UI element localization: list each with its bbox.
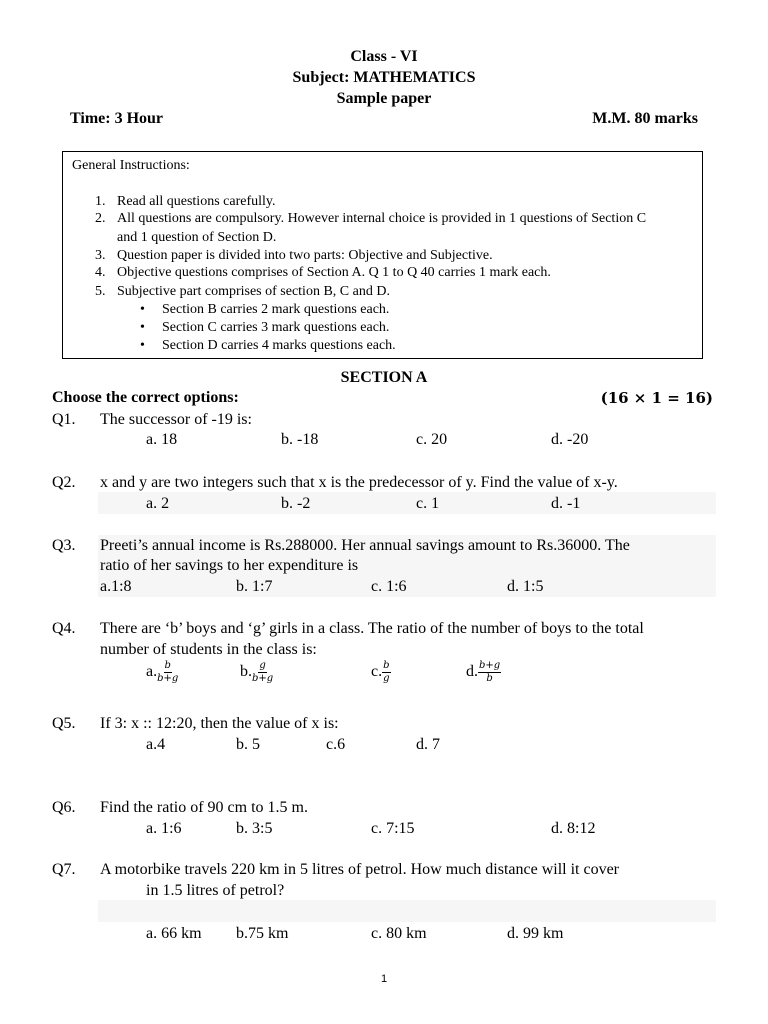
- option: b. 5: [236, 736, 260, 753]
- fraction-denominator: b+g: [157, 673, 179, 684]
- option: a.4: [146, 736, 166, 753]
- paper-line: Sample paper: [336, 90, 432, 107]
- question-text: If 3: x :: 12:20, then the value of x is:: [100, 715, 339, 732]
- fraction-denominator: b: [486, 673, 493, 684]
- instruction-bullet: • Section B carries 2 mark questions each.: [162, 302, 389, 318]
- fraction-numerator: b+g: [479, 660, 501, 671]
- option-label: d.: [466, 663, 478, 681]
- option-fraction: [146, 660, 178, 685]
- page-number: 1: [380, 973, 388, 985]
- option: b. 3:5: [236, 820, 273, 837]
- question-text: Find the ratio of 90 cm to 1.5 m.: [100, 799, 308, 816]
- option: a. 1:6: [146, 820, 182, 837]
- instruction-item: All questions are compulsory. However internal choice is provided in 1 questions of Section C: [117, 211, 647, 226]
- fraction-denominator: g: [383, 673, 390, 684]
- question-text: x and y are two integers such that x is the predecessor of y. Find the value of x-y.: [100, 474, 618, 491]
- option: d. -20: [551, 431, 589, 448]
- option: a. 18: [146, 431, 178, 448]
- option: c. 1:6: [371, 578, 407, 595]
- fraction-numerator: g: [259, 660, 266, 671]
- instruction-number: 4.: [95, 265, 106, 280]
- question-number: Q5.: [52, 715, 76, 732]
- option: b.75 km: [236, 925, 289, 942]
- option-label: a.: [146, 663, 158, 681]
- shade-band: [98, 492, 716, 514]
- option: a.1:8: [100, 578, 132, 595]
- section-prompt: Choose the correct options:: [52, 389, 239, 406]
- option: c. 80 km: [371, 925, 427, 942]
- instruction-item: Subjective part comprises of section B, C and D.: [117, 284, 390, 299]
- instruction-number: 2.: [95, 211, 106, 226]
- option-fraction: [466, 660, 501, 685]
- option: a. 66 km: [146, 925, 202, 942]
- instruction-item: Objective questions comprises of Section A. Q 1 to Q 40 carries 1 mark each.: [117, 265, 551, 280]
- instruction-number: 5.: [95, 284, 106, 299]
- option: a. 2: [146, 495, 170, 512]
- shade-band: [98, 900, 716, 922]
- option: b. -18: [281, 431, 319, 448]
- marks-label: M.M. 80 marks: [592, 110, 698, 127]
- instructions-title: General Instructions:: [72, 158, 190, 173]
- option: d. -1: [551, 495, 581, 512]
- subject-line: Subject: MATHEMATICS: [292, 69, 476, 86]
- option-fraction: [371, 660, 391, 685]
- section-marks: (16 × 1 = 16): [600, 389, 713, 407]
- option: b. -2: [281, 495, 311, 512]
- option: c. 1: [416, 495, 440, 512]
- class-line: Class - VI: [350, 48, 418, 65]
- option: d. 8:12: [551, 820, 596, 837]
- option: d. 1:5: [507, 578, 544, 595]
- instruction-item: and 1 question of Section D.: [117, 230, 277, 245]
- question-number: Q3.: [52, 537, 76, 554]
- question-text: The successor of -19 is:: [100, 411, 252, 428]
- section-title: SECTION A: [340, 369, 428, 386]
- question-text: number of students in the class is:: [100, 641, 317, 658]
- question-number: Q2.: [52, 474, 76, 491]
- instruction-item: Read all questions carefully.: [117, 194, 276, 209]
- question-number: Q7.: [52, 861, 76, 878]
- option-label: b.: [240, 663, 252, 681]
- question-number: Q1.: [52, 411, 76, 428]
- fraction-numerator: b: [164, 660, 171, 671]
- option: c.6: [326, 736, 346, 753]
- time-label: Time: 3 Hour: [70, 110, 164, 127]
- option: c. 7:15: [371, 820, 415, 837]
- question-number: Q6.: [52, 799, 76, 816]
- question-number: Q4.: [52, 620, 76, 637]
- question-text: Preeti’s annual income is Rs.288000. Her annual savings amount to Rs.36000. The: [100, 537, 630, 554]
- question-text: ratio of her savings to her expenditure is: [100, 557, 359, 574]
- fraction-numerator: b: [383, 660, 390, 671]
- option: d. 99 km: [507, 925, 564, 942]
- option: b. 1:7: [236, 578, 273, 595]
- instruction-bullet: • Section D carries 4 marks questions each.: [162, 338, 396, 354]
- instruction-bullet: • Section C carries 3 mark questions each.: [162, 320, 389, 336]
- instruction-item: Question paper is divided into two parts: Objective and Subjective.: [117, 248, 493, 263]
- option-label: c.: [371, 663, 383, 681]
- instruction-number: 1.: [95, 194, 106, 209]
- option: d. 7: [416, 736, 440, 753]
- fraction-denominator: b+g: [252, 673, 274, 684]
- option-fraction: [240, 660, 273, 685]
- question-text: There are ‘b’ boys and ‘g’ girls in a class. The ratio of the number of boys to the total: [100, 620, 644, 637]
- instruction-number: 3.: [95, 248, 106, 263]
- option: c. 20: [416, 431, 448, 448]
- question-text: in 1.5 litres of petrol?: [146, 882, 285, 899]
- question-text: A motorbike travels 220 km in 5 litres of petrol. How much distance will it cover: [100, 861, 620, 878]
